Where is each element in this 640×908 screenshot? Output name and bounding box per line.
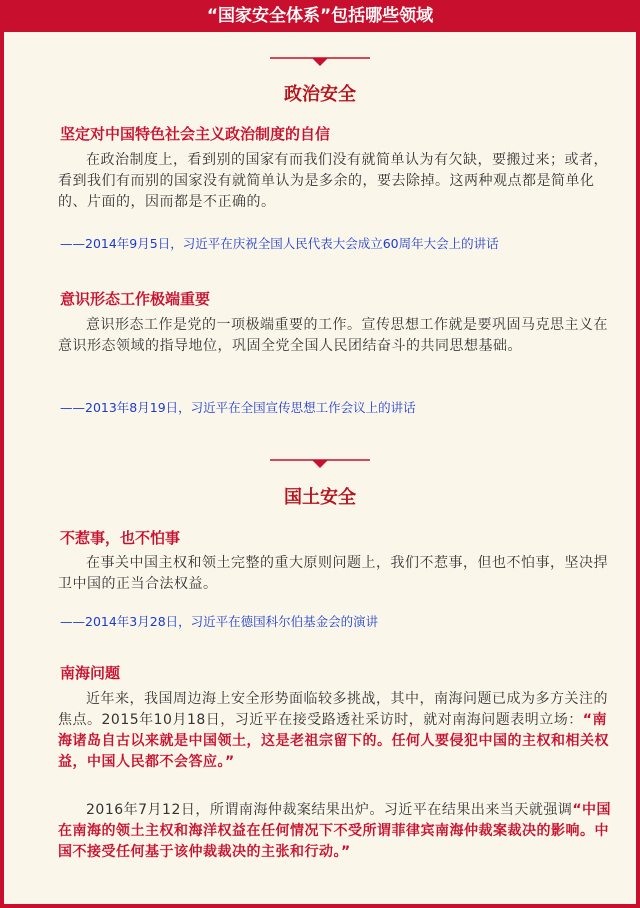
divider-triangle-icon xyxy=(270,458,370,470)
paragraph-plain-text: 2016年7月12日，所谓南海仲裁案结果出炉。习近平在结果出来当天就强调 xyxy=(86,802,573,818)
section-title-political: 政治安全 xyxy=(284,84,356,105)
paragraph-territory-1: 在事关中国主权和领土完整的重大原则问题上，我们不惹事，但也不怕事，坚决捍卫中国的正当合法权益。 xyxy=(58,555,608,592)
divider-triangle-icon xyxy=(270,56,370,68)
source-political-2: ——2013年8月19日，习近平在全国宣传思想工作会议上的讲话 xyxy=(60,400,416,415)
paragraph-political-2: 意识形态工作是党的一项极端重要的工作。宣传思想工作就是要巩固马克思主义在意识形态领域的指导地位，巩固全党全国人民团结奋斗的共同思想基础。 xyxy=(58,317,608,354)
section-title-territory: 国土安全 xyxy=(284,487,356,508)
paragraph-territory-2b xyxy=(58,800,618,863)
subtitle-territory-2: 南海问题 xyxy=(60,664,121,682)
subtitle-territory-1: 不惹事，也不怕事 xyxy=(60,529,181,547)
header-title: “国家安全体系”包括哪些领域 xyxy=(4,0,636,32)
subtitle-political-2: 意识形态工作极端重要 xyxy=(60,290,211,308)
quote-highlight: “南海诸岛自古以来就是中国领土，这是老祖宗留下的。任何人要侵犯中国的主权和相关权益，中国人民都不会答应。” xyxy=(58,712,609,770)
paragraph-plain-text: 近年来，我国周边海上安全形势面临较多挑战，其中，南海问题已成为多方关注的焦点。2015年10月18日，习近平在接受路透社采访时，就对南海问题表明立场： xyxy=(58,691,608,728)
quote-highlight: “中国在南海的领土主权和海洋权益在任何情况下不受所谓菲律宾南海仲裁案裁决的影响。中国不接受任何基于该仲裁裁决的主张和行动。” xyxy=(58,802,612,860)
paragraph-territory-2a xyxy=(58,689,618,773)
source-territory-1: ——2014年3月28日，习近平在德国科尔伯基金会的演讲 xyxy=(60,614,379,629)
paragraph-political-1: 在政治制度上，看到别的国家有而我们没有就简单认为有欠缺，要搬过来；或者，看到我们有而别的国家没有就简单认为是多余的，要去除掉。这两种观点都是简单化的、片面的，因而都是不正确的。 xyxy=(58,152,608,210)
subtitle-political-1: 坚定对中国特色社会主义政治制度的自信 xyxy=(60,125,331,143)
source-political-1: ——2014年9月5日，习近平在庆祝全国人民代表大会成立60周年大会上的讲话 xyxy=(60,236,499,251)
